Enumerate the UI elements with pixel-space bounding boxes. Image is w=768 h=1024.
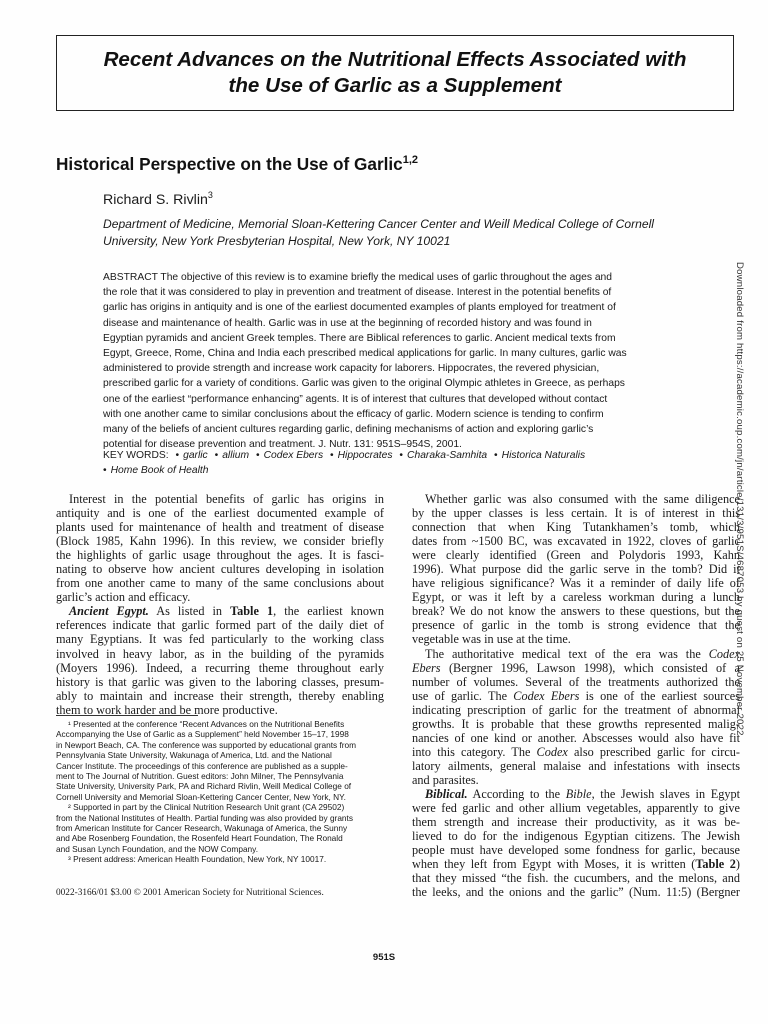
abstract-line: with one another came to similar conclusions about the efficacy of garlic. Modern science is tending to confirm	[103, 408, 604, 420]
footnote-line: and Susan Lynch Foundation, and the NOW Company.	[56, 843, 259, 854]
body-line: vegetable was in use at the time.	[412, 632, 571, 647]
footnote-line: from American Institute for Cancer Research, Wakunaga of America, the Sunny	[56, 823, 348, 834]
article-title	[56, 154, 418, 175]
body-line: Biblical. According to the Bible, the Jewish slaves in Egypt	[425, 786, 740, 801]
download-watermark: Downloaded from https://academic.oup.com/jn/article/131/3/951S/4687053 by guest on 25 November 2022	[734, 262, 745, 736]
keyword: garlic	[183, 450, 208, 461]
issn-copyright-line: 0022-3166/01 $3.00 © 2001 American Society for Nutritional Sciences.	[56, 888, 324, 898]
keyword: Home Book of Health	[110, 465, 209, 477]
abstract-line: one of the earliest “performance enhancing” agents. It is of interest that cultures that developed without contact	[103, 393, 608, 405]
table-2-reference: Table 2	[695, 857, 736, 872]
body-line: the highlights of garlic usage throughout the ages. It is fasci-	[56, 548, 384, 563]
footnote-line: Pennsylvania State University, Wakunaga of America, Ltd. and the National	[56, 750, 332, 761]
footnote-line: ³ Present address: American Health Foundation, New York, NY 10017.	[68, 854, 327, 865]
body-line: (Moyers 1996). Indeed, a recurring theme throughout early	[56, 660, 384, 675]
abstract-line: many of the beliefs of ancient cultures regarding garlic, defining mechanisms of action and exploring garlic’s	[103, 424, 594, 436]
body-line: and parasites.	[412, 772, 479, 787]
body-line: number of volumes. Several of the treatments authorized the	[412, 674, 740, 689]
body-line: many Egyptians. It was fed particularly to the working class	[56, 632, 384, 647]
body-line: Ancient Egypt. As listed in Table 1, the earliest known	[69, 604, 384, 619]
keyword: Hippocrates	[337, 450, 393, 461]
page-number: 951S	[372, 952, 396, 963]
footnote-line: from the National Institutes of Health. Partial funding was also provided by grants	[56, 812, 354, 823]
body-line: (Block 1985, Kahn 1996). In this review, we consider briefly	[56, 534, 384, 549]
body-line: nancies of one kind or another. Abscesses would also have fit	[412, 730, 740, 745]
body-line: them strength and increase their productivity, as it was be-	[412, 815, 740, 830]
footnote-line: and Abe Rosenberg Foundation, the Rosenfeld Heart Foundation, The Ronald	[56, 833, 343, 844]
body-line: involved in heavy labor, as in the building of the pyramids	[56, 646, 384, 661]
footnote-line: Accompanying the Use of Garlic as a Supplement” held November 15–17, 1998	[56, 729, 349, 740]
body-line: when they left from Egypt with Moses, it is written (Table 2)	[412, 857, 740, 872]
body-line: Interest in the potential benefits of garlic has origins in	[69, 492, 384, 506]
body-line: latory ailments, general malaise and infestations with insects	[412, 758, 740, 773]
abstract-line: garlic has origins in antiquity and is one of the earliest documented examples of plants employed for treatment of	[103, 302, 616, 314]
bullet: •	[175, 450, 180, 461]
keywords	[103, 448, 585, 478]
body-line: dates from ~1500 BC, was excavated in 1922, cloves of garlic	[412, 534, 740, 549]
body-line: people must have developed some fondness for garlic, because	[412, 843, 740, 858]
author-name: Richard S. Rivlin	[103, 192, 208, 208]
article-title-text: Historical Perspective on the Use of Garlic	[56, 154, 403, 174]
bullet: •	[399, 450, 404, 461]
section-heading-biblical: Biblical.	[425, 786, 468, 801]
abstract-line: Egypt, Greece, Rome, China and India each prescribed medical applications for garlic. In many cultures, garlic was	[103, 348, 627, 360]
keyword: Charaka-Samhita	[407, 450, 488, 461]
bullet: •	[494, 450, 498, 461]
body-line: nating to observe how ancient cultures developing in isolation	[56, 562, 384, 577]
footnote-line: State University, University Park, PA and Richard Rivlin, Weill Medical College of	[56, 781, 352, 792]
series-title-box	[56, 35, 734, 111]
footnote-line: ¹ Presented at the conference “Recent Advances on the Nutritional Benefits	[68, 719, 345, 729]
body-line: 1996). What purpose did the garlic serve in the tomb? Did it	[412, 562, 740, 577]
body-line: were clearly identified (Green and Polydoris 1993, Kahn	[412, 548, 740, 563]
body-line: growths. It is probable that these growths represented malig-	[412, 716, 740, 731]
body-line: lieved to do for the indigenous Egyptian citizens. The Jewish	[412, 829, 740, 844]
body-line: the leeks, and the onions and the garlic” (Num. 11:5) (Bergner	[412, 885, 740, 900]
keyword: allium	[222, 450, 250, 461]
abstract-line: disease and maintenance of health. Garlic was in use at the beginning of recorded history and was found in	[103, 317, 592, 329]
footnote-line: ment to The Journal of Nutrition. Guest editors: John Milner, The Pennsylvania	[56, 771, 344, 782]
author-footnote-mark: 3	[207, 190, 213, 200]
footnotes	[56, 719, 384, 865]
body-line: were fed garlic and other allium vegetables, apparently to give	[412, 801, 740, 816]
body-line: from one another came to many of the same conclusions about	[56, 576, 384, 591]
bullet: •	[103, 465, 107, 477]
bullet: •	[255, 450, 260, 461]
keyword: Codex Ebers	[263, 450, 324, 461]
body-line: indicating prescription of garlic for the treatment of abnormal	[412, 702, 740, 717]
affiliation-line: Department of Medicine, Memorial Sloan-Kettering Cancer Center and Weill Medical College of Cornell	[103, 217, 654, 231]
body-line: history is that garlic was given to the laboring classes, presum-	[56, 674, 384, 689]
abstract-line: ABSTRACT The objective of this review is to examine briefly the medical uses of garlic throughout the ages and	[103, 272, 613, 283]
footnote-rule	[56, 715, 198, 716]
body-line: presence of garlic in the tomb is strong evidence that the	[412, 618, 740, 633]
abstract-line: Egyptian pyramids and ancient Greek temples. There are Biblical references to garlic. Ancient medical texts from	[103, 332, 616, 344]
bullet: •	[329, 450, 334, 461]
title-footnote-marks: 1,2	[402, 154, 419, 166]
keywords-label: KEY WORDS:	[103, 450, 169, 461]
footnote-line: Cornell University and Memorial Sloan-Kettering Cancer Center, New York, NY.	[56, 791, 346, 802]
body-column-right	[412, 492, 740, 899]
body-line: Ebers (Bergner 1996, Lawson 1998), which consisted of a	[412, 660, 740, 675]
body-line: that they missed “the fish. the cucumbers, and the melons, and	[412, 871, 740, 886]
abstract-line: prescribed garlic for a variety of conditions. Garlic was given to the original Olympic athletes in Greece, as perhaps	[103, 378, 625, 390]
affiliation	[103, 216, 654, 250]
body-line: connection that when King Tutankhamen’s tomb, which	[412, 520, 740, 535]
body-line: references indicate that garlic formed part of the daily diet of	[56, 618, 384, 633]
abstract-line: the role that it was considered to play in prevention and treatment of disease. Interest in the potential benefits of	[103, 287, 612, 299]
body-line: them to work harder and be more productive.	[56, 702, 278, 717]
body-line: Egypt, or was it left by a careless workman during a lunch	[412, 590, 740, 605]
body-line: garlic’s action and efficacy.	[56, 590, 191, 605]
body-line: plants used for maintenance of health and treatment of disease	[56, 520, 384, 535]
body-line: by the upper classes is less certain. It is of interest in this	[412, 506, 740, 521]
footnote-line: Cancer Institute. The proceedings of this conference are published as a supple-	[56, 760, 348, 771]
body-line: Whether garlic was also consumed with the same diligence	[425, 492, 740, 506]
keyword: Historica Naturalis	[501, 450, 586, 461]
body-line: antiquity and is one of the earliest documented example of	[56, 506, 384, 521]
section-heading-ancient-egypt: Ancient Egypt.	[69, 604, 149, 619]
body-column-left	[56, 492, 384, 717]
body-line: break? We do not know the answers to these questions, but the	[412, 604, 740, 619]
series-title-line-1: Recent Advances on the Nutritional Effects Associated with	[103, 48, 687, 71]
affiliation-line: University, New York Presbyterian Hospital, New York, NY 10021	[103, 234, 451, 248]
bullet: •	[214, 450, 219, 461]
author	[103, 190, 213, 208]
body-line: into this category. The Codex also prescribed garlic for circu-	[412, 744, 740, 759]
abstract	[103, 270, 627, 452]
series-title-line-2: the Use of Garlic as a Supplement	[228, 74, 562, 97]
footnote-line: ² Supported in part by the Clinical Nutrition Research Unit grant (CA 29502)	[68, 802, 345, 813]
body-line: use of garlic. The Codex Ebers is one of the earliest sources	[412, 688, 740, 703]
abstract-line: potential for disease prevention and treatment. J. Nutr. 131: 951S–954S, 2001.	[103, 439, 462, 451]
body-line: The authoritative medical text of the era was the Codex	[425, 646, 740, 661]
body-line: ably to maintain and increase their strength, thereby enabling	[56, 688, 384, 703]
abstract-line: administered to provide strength and increase work capacity for laborers. Hippocrates, the revered physician,	[103, 363, 600, 375]
table-1-reference: Table 1	[230, 604, 274, 619]
footnote-line: in Newport Beach, CA. The conference was supported by educational grants from	[56, 739, 357, 750]
body-line: have religious significance? Was it a reminder of daily life of	[412, 576, 740, 591]
